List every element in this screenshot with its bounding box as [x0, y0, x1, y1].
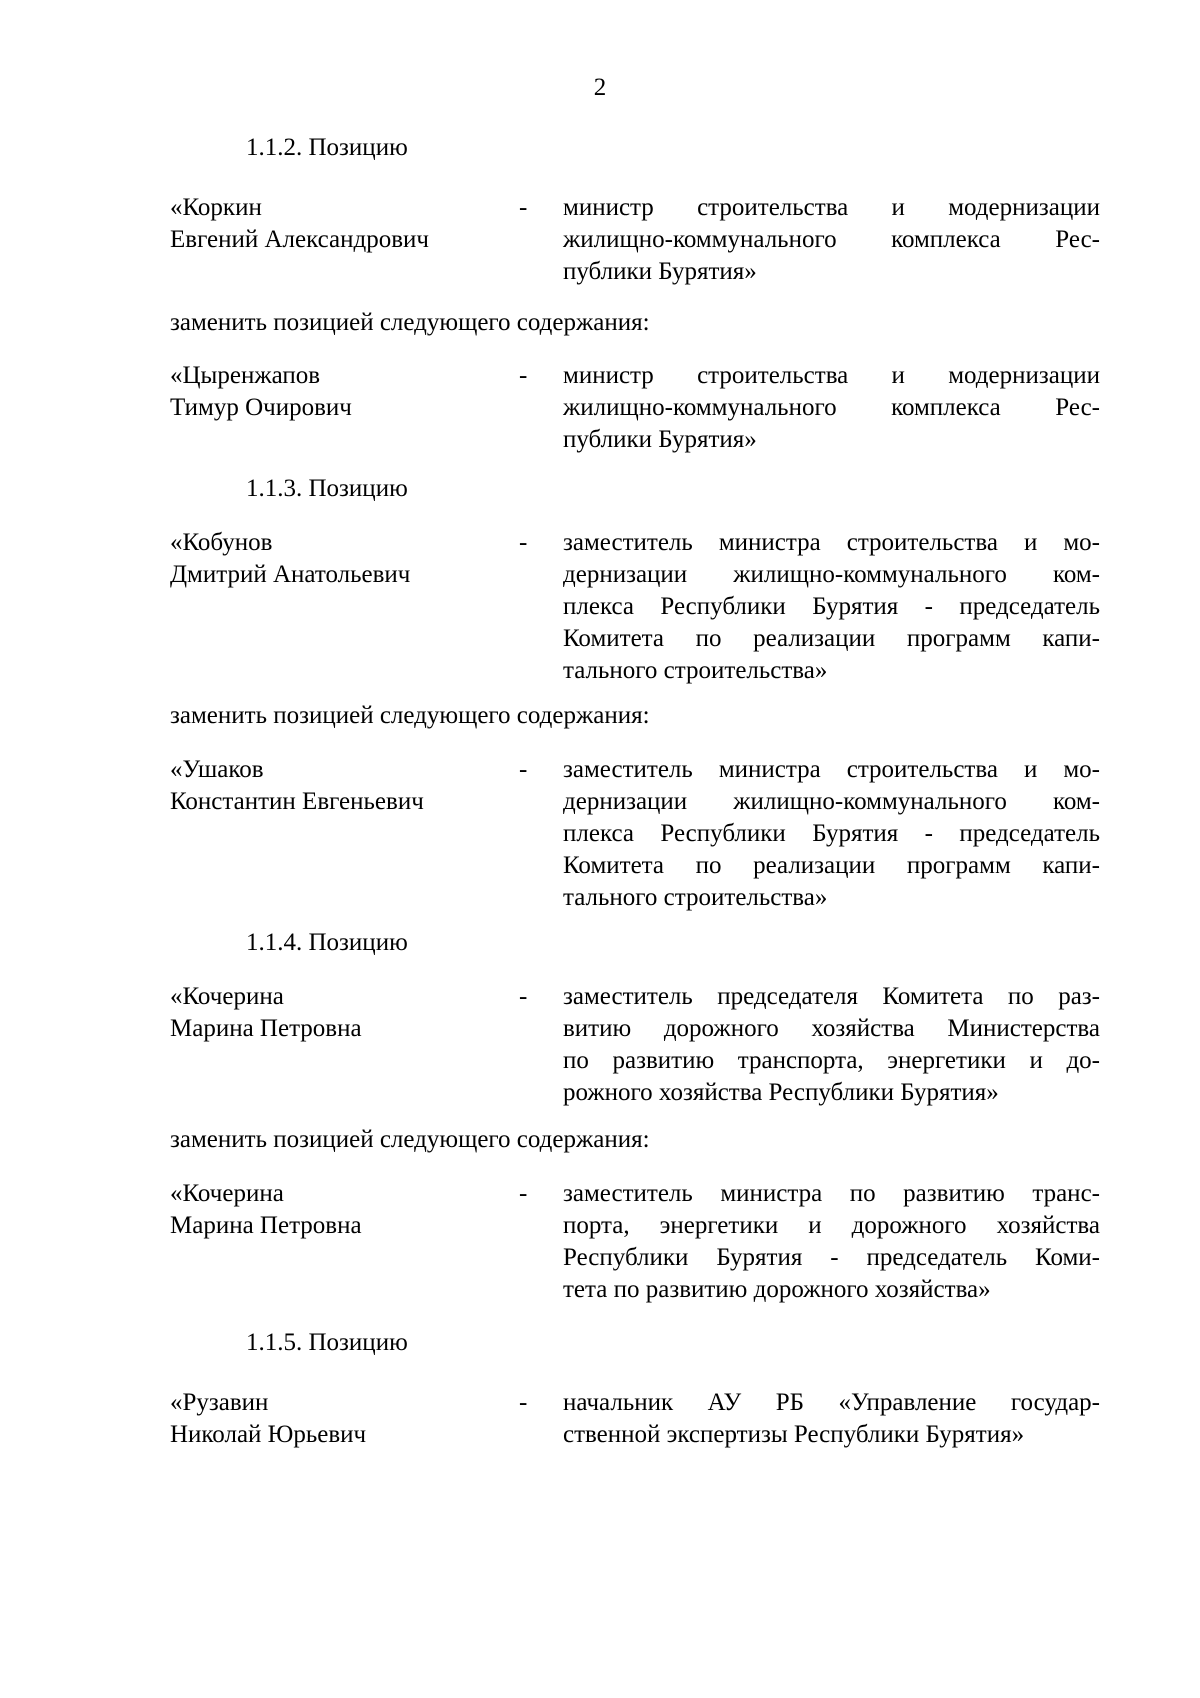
- desc-line: министр строительства и модернизации: [563, 362, 1100, 389]
- desc-line: Республики Бурятия - председатель Коми-: [563, 1244, 1100, 1271]
- entry-old-kobunov: [170, 527, 1100, 727]
- separator-dash: -: [519, 756, 528, 783]
- replace-instruction: заменить позицией следующего содержания:: [170, 702, 650, 729]
- page-number: 2: [593, 74, 607, 101]
- desc-line: Комитета по реализации программ капи-: [563, 625, 1100, 652]
- desc-line: тета по развитию дорожного хозяйства»: [563, 1276, 991, 1303]
- desc-line: плекса Республики Бурятия - председатель: [563, 593, 1100, 620]
- position-description: [563, 192, 1100, 288]
- desc-line: по развитию транспорта, энергетики и до-: [563, 1047, 1100, 1074]
- person-name: [170, 360, 510, 424]
- person-name: [170, 1178, 510, 1242]
- desc-line: заместитель председателя Комитета по раз-: [563, 983, 1100, 1010]
- given-names: Марина Петровна: [170, 1015, 362, 1042]
- desc-line: заместитель министра по развитию транс-: [563, 1180, 1100, 1207]
- position-description: [563, 1387, 1100, 1451]
- surname: «Кобунов: [170, 529, 273, 556]
- separator-dash: -: [519, 983, 528, 1010]
- given-names: Дмитрий Анатольевич: [170, 561, 411, 588]
- desc-line: тального строительства»: [563, 884, 828, 911]
- desc-line: тального строительства»: [563, 657, 828, 684]
- desc-line: заместитель министра строительства и мо-: [563, 529, 1100, 556]
- position-description: [563, 754, 1100, 914]
- position-description: [563, 1178, 1100, 1306]
- section-heading-1-1-5: 1.1.5. Позицию: [246, 1329, 408, 1356]
- person-name: [170, 754, 510, 818]
- surname: «Рузавин: [170, 1389, 269, 1416]
- given-names: Марина Петровна: [170, 1212, 362, 1239]
- desc-line: плекса Республики Бурятия - председатель: [563, 820, 1100, 847]
- surname: «Коркин: [170, 194, 262, 221]
- desc-line: ственной экспертизы Республики Бурятия»: [563, 1421, 1025, 1448]
- desc-line: публики Бурятия»: [563, 426, 757, 453]
- desc-line: порта, энергетики и дорожного хозяйства: [563, 1212, 1100, 1239]
- surname: «Ушаков: [170, 756, 264, 783]
- separator-dash: -: [519, 194, 528, 221]
- desc-line: жилищно-коммунального комплекса Рес-: [563, 394, 1100, 421]
- surname: «Кочерина: [170, 983, 284, 1010]
- desc-line: заместитель министра строительства и мо-: [563, 756, 1100, 783]
- position-description: [563, 981, 1100, 1109]
- desc-line: рожного хозяйства Республики Бурятия»: [563, 1079, 999, 1106]
- section-heading-1-1-2: 1.1.2. Позицию: [246, 134, 408, 161]
- desc-line: витию дорожного хозяйства Министерства: [563, 1015, 1100, 1042]
- separator-dash: -: [519, 529, 528, 556]
- desc-line: дернизации жилищно-коммунального ком-: [563, 561, 1100, 588]
- position-description: [563, 527, 1100, 687]
- replace-instruction: заменить позицией следующего содержания:: [170, 309, 650, 336]
- surname: «Кочерина: [170, 1180, 284, 1207]
- entry-new-ushakov: [170, 754, 1100, 954]
- given-names: Константин Евгеньевич: [170, 788, 424, 815]
- separator-dash: -: [519, 1180, 528, 1207]
- desc-line: Комитета по реализации программ капи-: [563, 852, 1100, 879]
- separator-dash: -: [519, 1389, 528, 1416]
- desc-line: начальник АУ РБ «Управление государ-: [563, 1389, 1100, 1416]
- person-name: [170, 1387, 510, 1451]
- person-name: [170, 981, 510, 1045]
- given-names: Николай Юрьевич: [170, 1421, 367, 1448]
- person-name: [170, 527, 510, 591]
- desc-line: министр строительства и модернизации: [563, 194, 1100, 221]
- desc-line: жилищно-коммунального комплекса Рес-: [563, 226, 1100, 253]
- section-heading-1-1-3: 1.1.3. Позицию: [246, 475, 408, 502]
- given-names: Тимур Очирович: [170, 394, 352, 421]
- separator-dash: -: [519, 362, 528, 389]
- surname: «Цыренжапов: [170, 362, 321, 389]
- replace-instruction: заменить позицией следующего содержания:: [170, 1126, 650, 1153]
- desc-line: публики Бурятия»: [563, 258, 757, 285]
- entry-old-ruzavin: [170, 1387, 1100, 1587]
- desc-line: дернизации жилищно-коммунального ком-: [563, 788, 1100, 815]
- section-heading-1-1-4: 1.1.4. Позицию: [246, 929, 408, 956]
- given-names: Евгений Александрович: [170, 226, 429, 253]
- person-name: [170, 192, 510, 256]
- position-description: [563, 360, 1100, 456]
